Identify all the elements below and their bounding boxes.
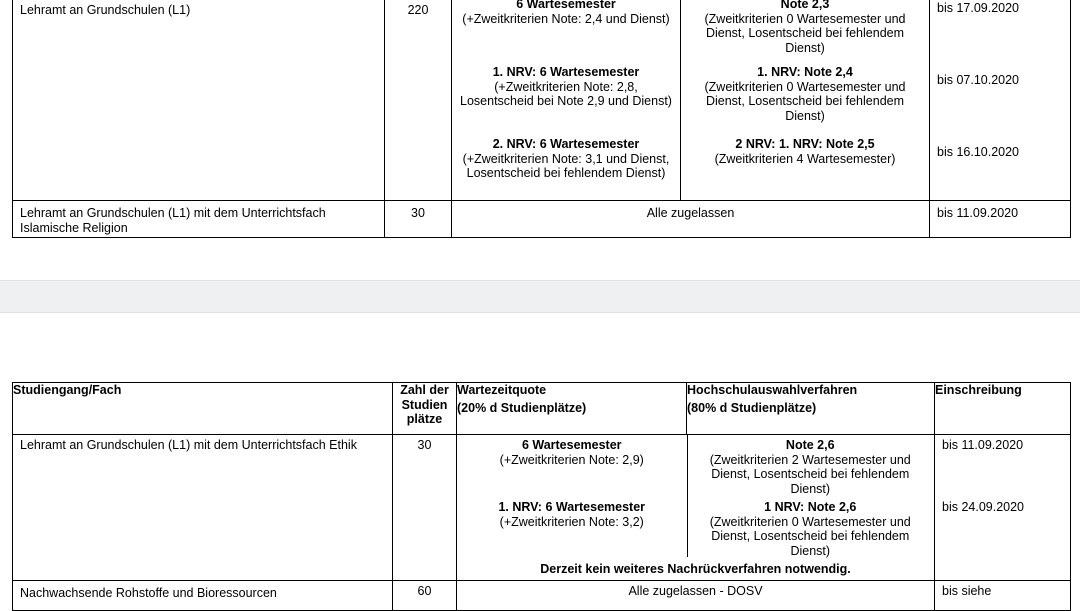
quota-body: (+Zweitkriterien Note: 2,8, Losentscheid bei Note 2,9 und Dienst) <box>460 79 672 108</box>
quota-merged-cell <box>457 435 935 581</box>
enroll-cell <box>935 435 1071 581</box>
entry-block <box>452 65 680 137</box>
entry-block <box>681 0 929 65</box>
header-auswahl-text: Hochschulauswahlverfahren <box>687 383 858 397</box>
selection-head: 1. NRV: Note 2,4 <box>757 65 853 79</box>
entry-block <box>686 435 934 500</box>
page-separator <box>0 280 1080 313</box>
quota-body: (+Zweitkriterien Note: 2,4 und Dienst) <box>462 11 670 26</box>
entry-block <box>457 435 686 500</box>
quota-body: (+Zweitkriterien Note: 2,9) <box>499 452 644 467</box>
header-places-text: Zahl der Studien plätze <box>400 383 449 426</box>
entry-block <box>686 500 934 560</box>
header-wartezeit-sub: (20% d Studienplätze) <box>457 400 587 415</box>
header-enroll-text: Einschreibung <box>935 383 1022 397</box>
entry-block <box>681 65 929 137</box>
selection-head: Note 2,3 <box>780 0 830 11</box>
selection-body: (Zweitkriterien 2 Wartesemester und Dienst, Losentscheid bei fehlendem Dienst) <box>709 452 911 496</box>
subject-text: Lehramt an Grundschulen (L1) mit dem Unterrichtsfach Ethik <box>20 438 357 452</box>
entry-row <box>457 435 934 500</box>
places-text: 60 <box>417 584 432 598</box>
enroll-date: bis 11.09.2020 <box>937 206 1019 220</box>
header-enroll <box>935 383 1071 435</box>
selection-body: (Zweitkriterien 0 Wartesemester und Dienst, Losentscheid bei fehlendem Dienst) <box>704 11 906 55</box>
page-top <box>0 0 1080 280</box>
merged-cell <box>452 201 930 238</box>
enroll-date: bis 16.10.2020 <box>937 145 1020 159</box>
quota-stack <box>457 435 934 577</box>
subject-text: Lehramt an Grundschulen (L1) mit dem Unterrichtsfach Islamische Religion <box>20 206 326 235</box>
places-cell <box>393 581 457 611</box>
merged-text: Alle zugelassen <box>646 206 735 220</box>
selection-head: 2 NRV: 1. NRV: Note 2,5 <box>735 137 875 151</box>
table-row <box>13 435 1071 581</box>
subject-cell <box>13 435 393 581</box>
entry-block <box>681 137 929 166</box>
page-bottom <box>0 313 1080 600</box>
header-auswahl <box>687 383 935 435</box>
no-further-procedure-note: Derzeit kein weiteres Nachrückverfahren notwendig. <box>540 562 851 576</box>
quota-head: 2. NRV: 6 Wartesemester <box>492 137 640 151</box>
enroll-date: bis siehe <box>942 584 992 598</box>
table-header-row <box>13 383 1071 435</box>
places-text: 30 <box>417 438 432 452</box>
quota-head: 6 Wartesemester <box>516 0 616 11</box>
selection-body: (Zweitkriterien 4 Wartesemester) <box>714 151 896 166</box>
enroll-date: bis 17.09.2020 <box>937 1 1020 15</box>
entry-row <box>457 500 934 560</box>
enroll-cell <box>935 581 1071 611</box>
selection-body: (Zweitkriterien 0 Wartesemester und Dienst, Losentscheid bei fehlendem Dienst) <box>709 514 911 558</box>
quota-head: 1. NRV: 6 Wartesemester <box>492 65 640 79</box>
quota-body: (+Zweitkriterien Note: 3,2) <box>499 514 644 529</box>
header-wartezeit-text: Wartezeitquote <box>457 383 547 397</box>
enroll-date: bis 24.09.2020 <box>942 500 1025 514</box>
header-places <box>393 383 457 435</box>
subject-cell <box>13 581 393 611</box>
enroll-cell <box>930 201 1071 238</box>
places-text: 30 <box>411 206 425 220</box>
subject-text: Nachwachsende Rohstoffe und Bioressourcen <box>20 586 277 600</box>
merged-cell <box>457 581 935 611</box>
entry-block <box>457 500 686 560</box>
selection-body: (Zweitkriterien 0 Wartesemester und Dienst, Losentscheid bei fehlendem Dienst) <box>704 79 906 123</box>
header-wartezeit <box>457 383 687 435</box>
quota-head: 1. NRV: 6 Wartesemester <box>498 500 646 514</box>
auswahl-cell <box>681 0 930 201</box>
subject-cell <box>13 0 385 201</box>
selection-head: 1 NRV: Note 2,6 <box>764 500 857 514</box>
places-text: 220 <box>407 3 429 17</box>
table-row <box>13 581 1071 611</box>
table-row <box>13 201 1071 238</box>
admission-table-top <box>12 0 1071 238</box>
entry-block <box>452 137 680 181</box>
enroll-date: bis 07.10.2020 <box>937 73 1020 87</box>
places-cell <box>385 0 452 201</box>
selection-head: Note 2,6 <box>785 438 835 452</box>
quota-head: 6 Wartesemester <box>521 438 622 452</box>
header-subject-text: Studiengang/Fach <box>13 383 122 397</box>
entry-block <box>452 0 680 65</box>
merged-text: Alle zugelassen - DOSV <box>628 584 763 598</box>
header-subject <box>13 383 393 435</box>
quota-body: (+Zweitkriterien Note: 3,1 und Dienst, Losentscheid bei fehlendem Dienst) <box>462 151 670 180</box>
wartezeit-cell <box>452 0 681 201</box>
table-row <box>13 0 1071 201</box>
subject-text: Lehramt an Grundschulen (L1) <box>20 3 191 17</box>
header-auswahl-sub: (80% d Studienplätze) <box>687 400 817 415</box>
places-cell <box>393 435 457 581</box>
column-divider <box>687 435 688 557</box>
subject-cell <box>13 201 385 238</box>
places-cell <box>385 201 452 238</box>
admission-table-bottom <box>12 382 1071 611</box>
enroll-date: bis 11.09.2020 <box>942 438 1024 452</box>
enroll-cell <box>930 0 1071 201</box>
